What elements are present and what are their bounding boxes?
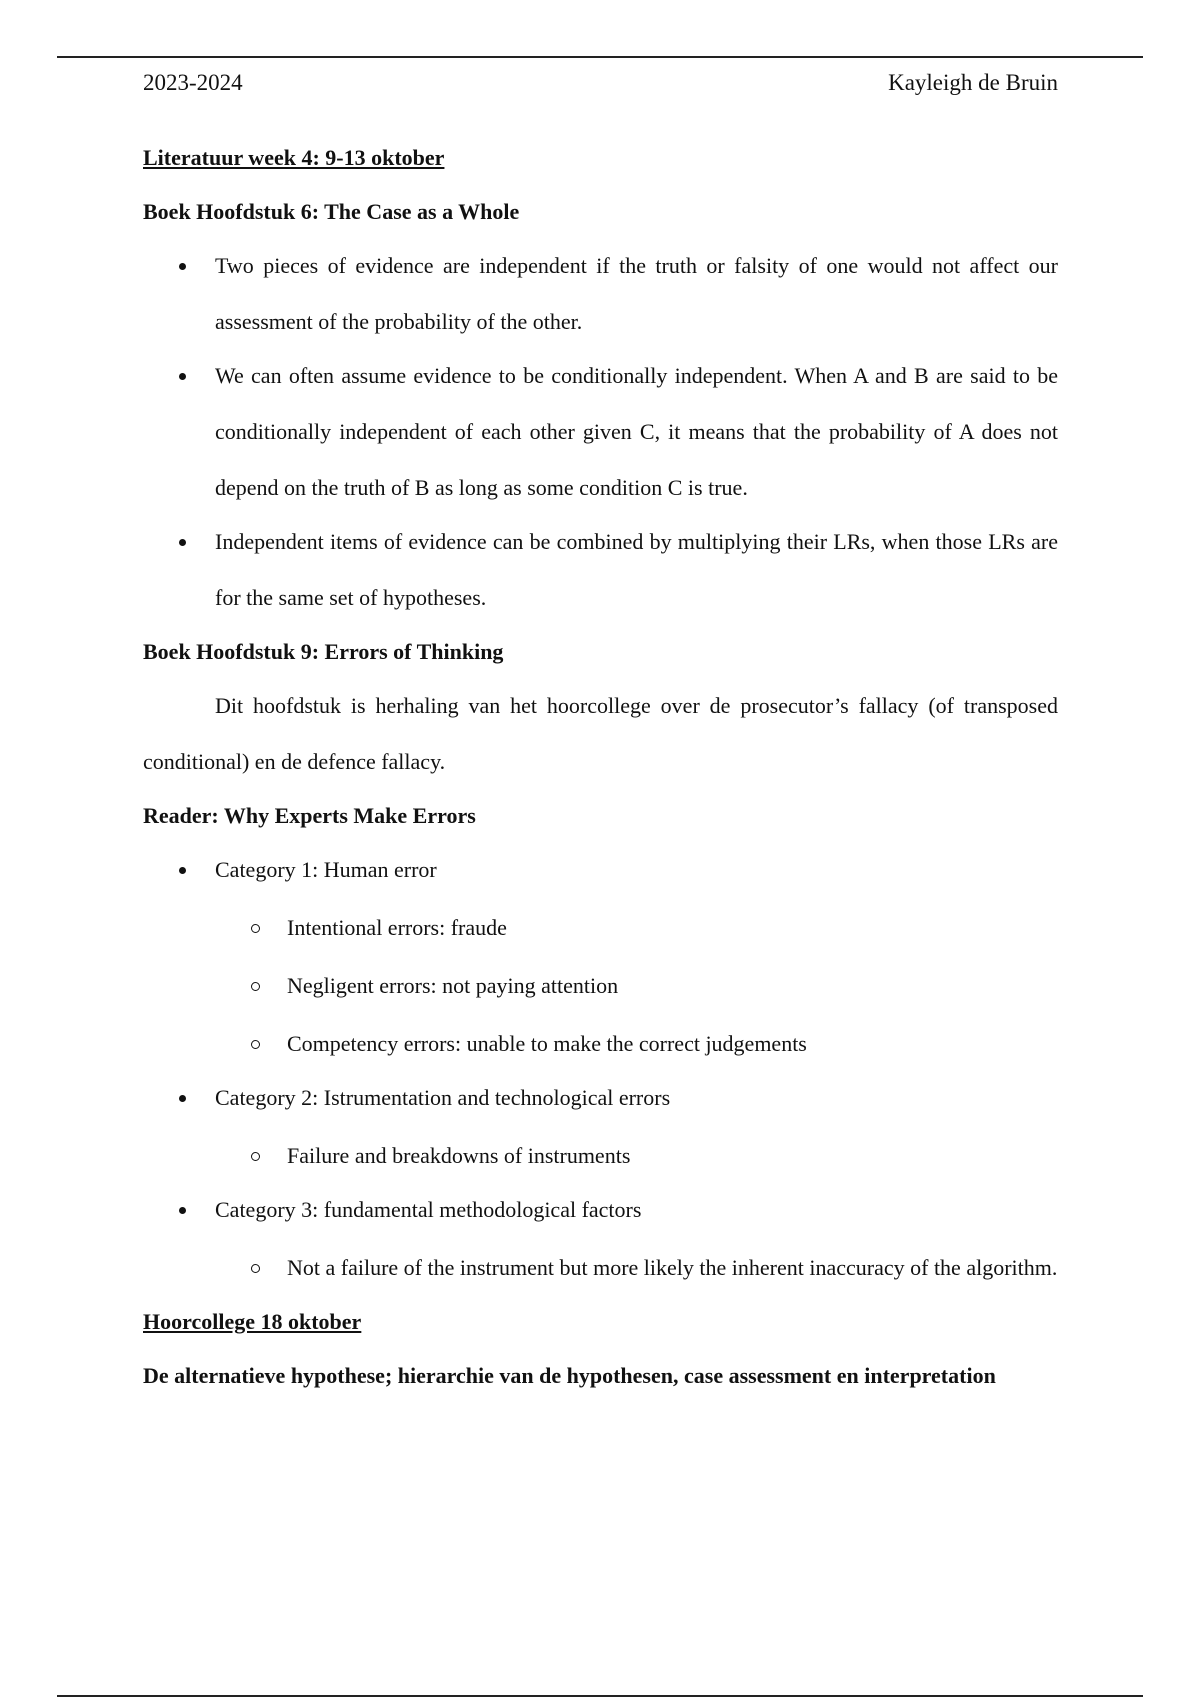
category-label: Category 2: Istrumentation and technological errors	[215, 1085, 671, 1110]
header-year: 2023-2024	[143, 70, 243, 95]
lecture-subtitle: De alternatieve hypothese; hierarchie van de hypothesen, case assessment en interpretation	[143, 1363, 996, 1388]
list-item-text: Independent items of evidence can be combined by multiplying their LRs, when those LRs are for the same set of hypotheses.	[215, 529, 1058, 610]
reader-category-list	[143, 842, 1058, 1296]
week-title: Literatuur week 4: 9-13 oktober	[143, 145, 445, 170]
bullet-icon	[179, 1095, 186, 1102]
bullet-icon	[179, 867, 186, 874]
bottom-rule	[57, 1695, 1143, 1697]
list-item-text: We can often assume evidence to be conditionally independent. When A and B are said to be conditionally independent of each other given C, it means that the probability of A does not depend on the truth of B as long as some condition C is true.	[215, 363, 1058, 500]
chapter-6-list	[143, 238, 1058, 626]
reader-title: Reader: Why Experts Make Errors	[143, 803, 476, 828]
sub-item-text: Intentional errors: fraude	[287, 915, 507, 940]
document-body	[143, 140, 1058, 1404]
sub-item-text: Failure and breakdowns of instruments	[287, 1143, 631, 1168]
list-item	[143, 348, 1058, 516]
list-item-text: Two pieces of evidence are independent if the truth or falsity of one would not affect our assessment of the probability of the other.	[215, 253, 1058, 334]
sub-list	[215, 900, 1058, 1072]
circle-bullet-icon	[251, 1040, 260, 1049]
sub-list	[215, 1240, 1058, 1296]
top-rule	[57, 56, 1143, 58]
category-label: Category 3: fundamental methodological factors	[215, 1197, 642, 1222]
category-label: Category 1: Human error	[215, 857, 437, 882]
list-item	[143, 1182, 1058, 1296]
chapter-9-title: Boek Hoofdstuk 9: Errors of Thinking	[143, 639, 504, 664]
sub-list-item	[215, 1240, 1058, 1296]
circle-bullet-icon	[251, 1152, 260, 1161]
bullet-icon	[179, 263, 186, 270]
sub-list-item	[215, 1128, 1058, 1184]
sub-list	[215, 1128, 1058, 1184]
bullet-icon	[179, 539, 186, 546]
lecture-title: Hoorcollege 18 oktober	[143, 1309, 362, 1334]
sub-list-item	[215, 900, 1058, 956]
list-item	[143, 1070, 1058, 1184]
circle-bullet-icon	[251, 1264, 260, 1273]
sub-item-text: Negligent errors: not paying attention	[287, 973, 619, 998]
circle-bullet-icon	[251, 982, 260, 991]
list-item	[143, 842, 1058, 1072]
chapter-9-paragraph: Dit hoofdstuk is herhaling van het hoorcollege over de prosecutor’s fallacy (of transposed conditional) en de defence fallacy.	[143, 693, 1058, 774]
chapter-6-title: Boek Hoofdstuk 6: The Case as a Whole	[143, 199, 520, 224]
circle-bullet-icon	[251, 924, 260, 933]
sub-item-text: Not a failure of the instrument but more likely the inherent inaccuracy of the algorithm.	[287, 1255, 1058, 1280]
sub-list-item	[215, 1016, 1058, 1072]
header-author: Kayleigh de Bruin	[888, 70, 1058, 95]
bullet-icon	[179, 373, 186, 380]
list-item	[143, 238, 1058, 350]
page-header	[143, 70, 1058, 96]
list-item	[143, 514, 1058, 626]
sub-list-item	[215, 958, 1058, 1014]
sub-item-text: Competency errors: unable to make the correct judgements	[287, 1031, 807, 1056]
bullet-icon	[179, 1207, 186, 1214]
